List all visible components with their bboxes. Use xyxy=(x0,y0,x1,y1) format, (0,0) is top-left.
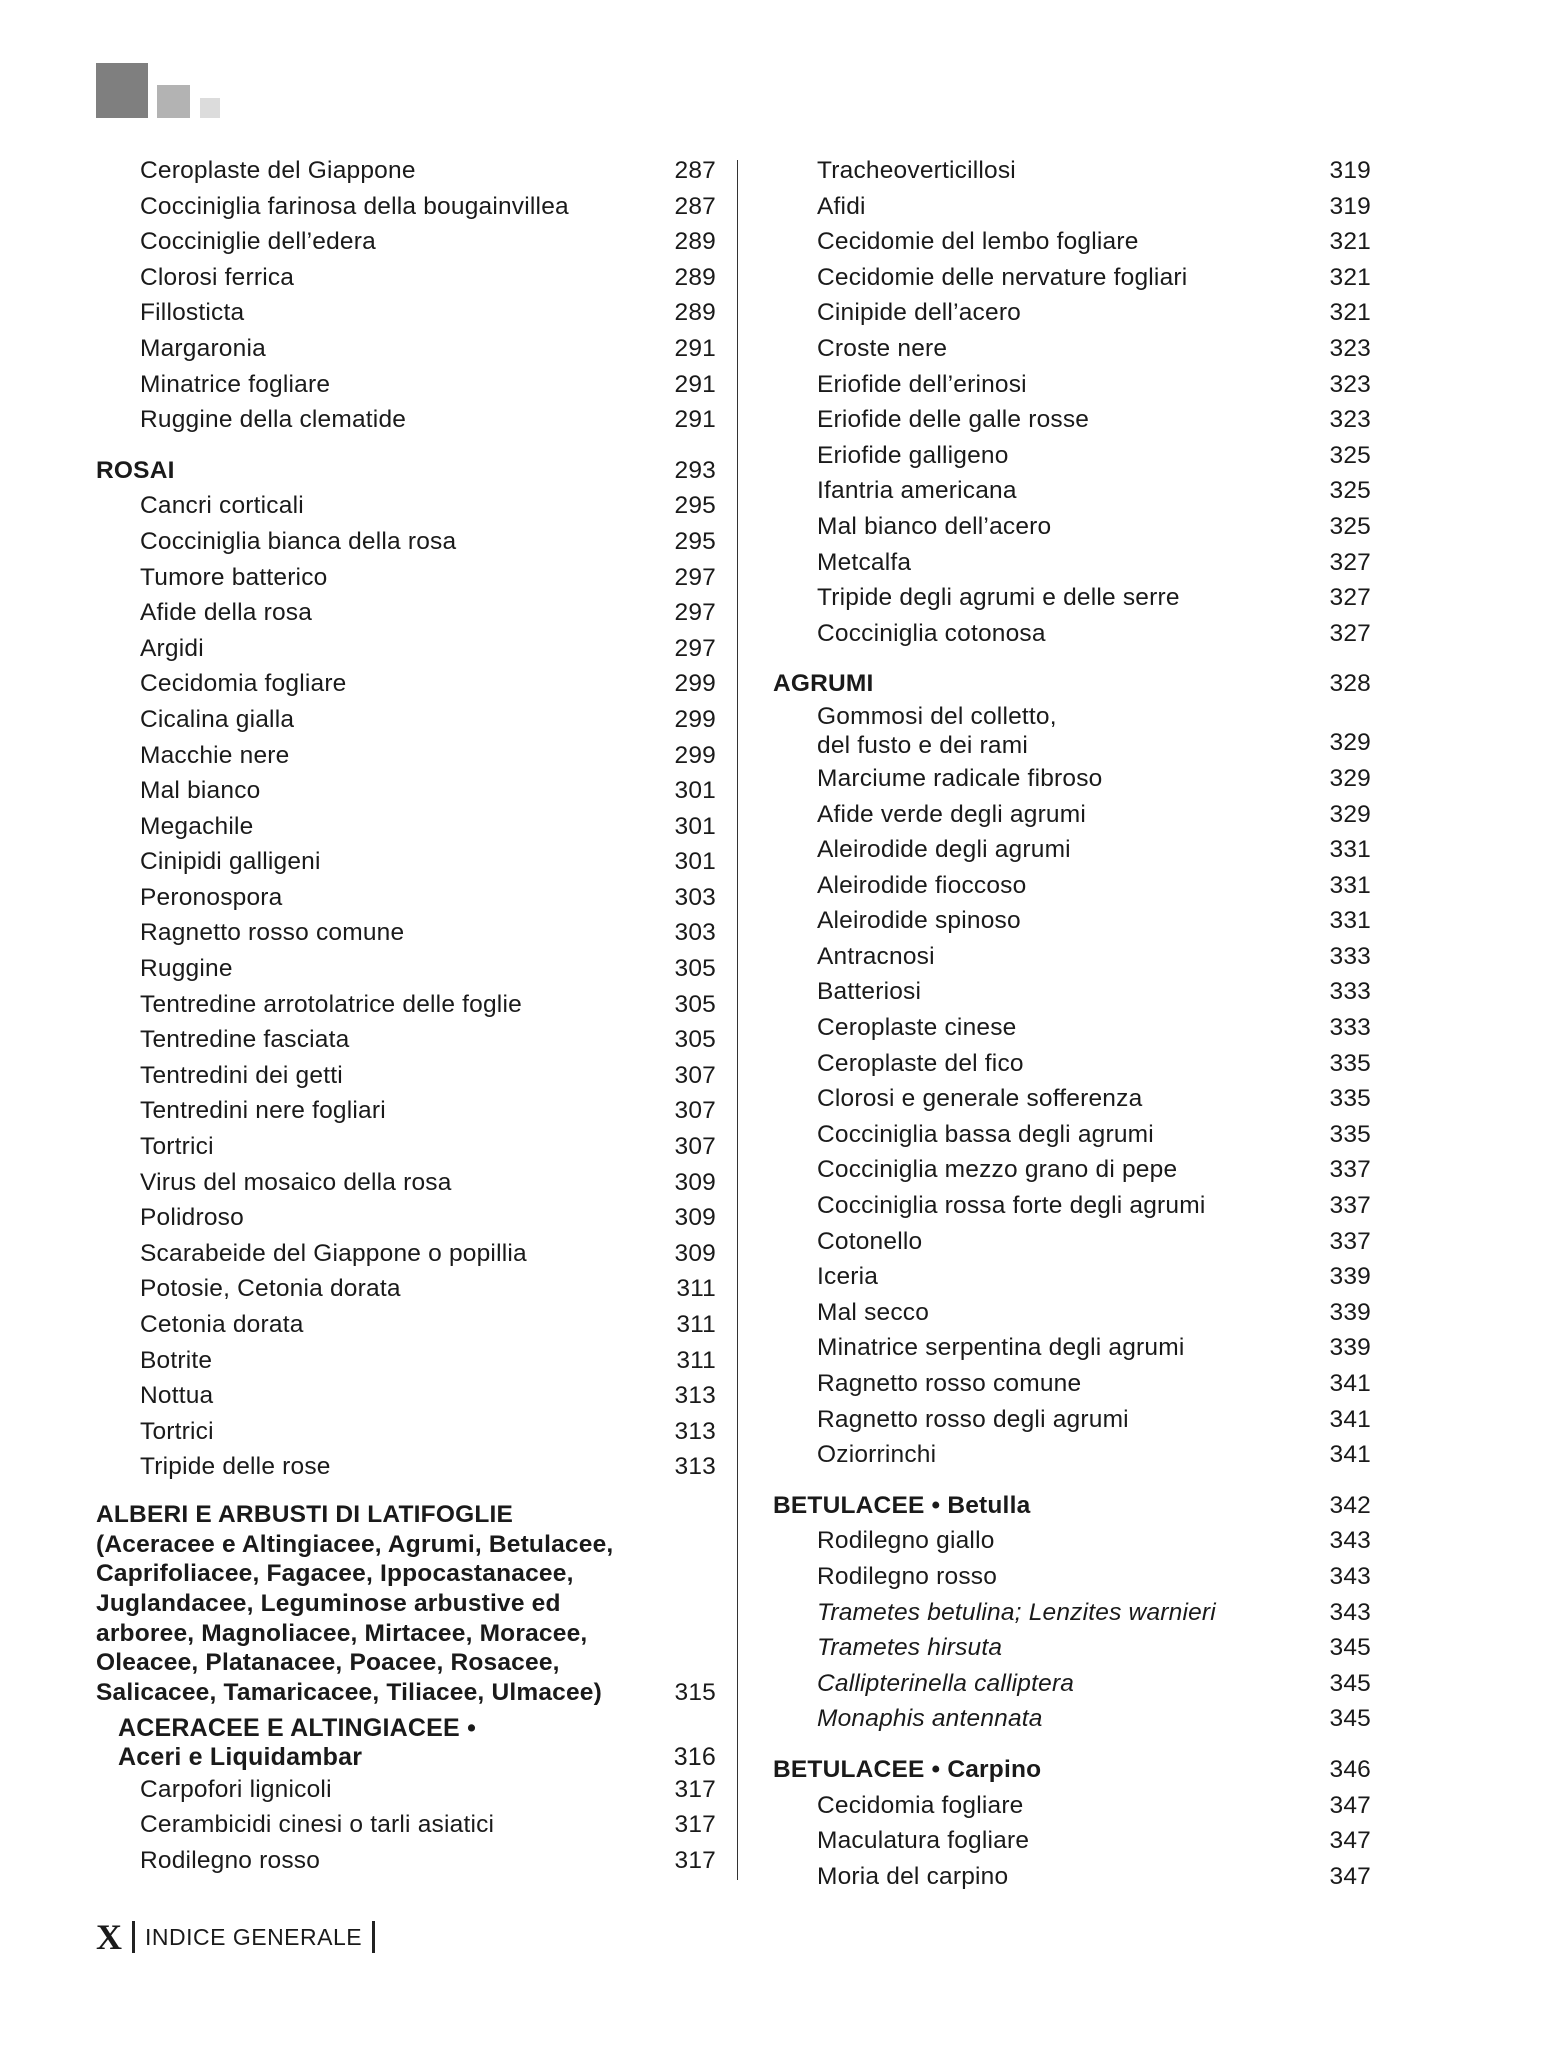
toc-entry-label: Botrite xyxy=(140,1346,213,1374)
toc-entry xyxy=(773,1488,1371,1524)
toc-entry-label: Cocciniglia bassa degli agrumi xyxy=(817,1120,1154,1148)
toc-entry-page: 297 xyxy=(674,634,716,662)
toc-entry-label: Antracnosi xyxy=(817,942,935,970)
toc-entry-label: Cicalina gialla xyxy=(140,705,295,733)
toc-entry-page: 339 xyxy=(1329,1263,1371,1291)
toc-entry-label: Cocciniglia farinosa della bougainvillea xyxy=(140,192,569,220)
toc-entry xyxy=(773,295,1371,331)
page-number: X xyxy=(96,1917,122,1957)
toc-entry xyxy=(773,260,1371,296)
toc-entry xyxy=(773,545,1371,581)
toc-entry-page: 341 xyxy=(1329,1370,1371,1397)
toc-entry-page: 299 xyxy=(674,670,716,698)
toc-entry-page: 293 xyxy=(674,456,716,484)
toc-entry-label: Ifantria americana xyxy=(817,477,1017,505)
toc-left-column xyxy=(96,153,716,1879)
toc-entry xyxy=(773,367,1371,403)
toc-entry xyxy=(96,773,716,809)
toc-entry-page: 291 xyxy=(674,370,716,398)
toc-entry-label: ALBERI E ARBUSTI DI LATIFOGLIE (Aceracee e Altingiacee, Agrumi, Betulacee, Caprifoliacee, Fagacee, Ippocastanacee, Juglandacee, Leguminose arbustive ed arboree, Magnoliacee, Mirtacee, Moracee, Oleacee, Platanacee, Poacee, Rosacee, Salicacee, Tamaricacee, Tiliacee, Ulmacee) xyxy=(96,1500,614,1707)
toc-entry xyxy=(773,1295,1371,1331)
toc-entry-page: 303 xyxy=(674,883,716,911)
toc-entry-label: Mal bianco dell’acero xyxy=(817,512,1052,540)
toc-entry xyxy=(96,1129,716,1165)
toc-entry-label: Cancri corticali xyxy=(140,492,304,520)
toc-entry-label: Tripide delle rose xyxy=(140,1453,331,1481)
toc-entry xyxy=(773,1595,1371,1631)
toc-entry-label: Fillosticta xyxy=(140,299,245,327)
toc-entry xyxy=(773,1823,1371,1859)
toc-entry-label: Rodilegno rosso xyxy=(817,1562,998,1590)
toc-entry-label: Maculatura fogliare xyxy=(817,1827,1030,1855)
toc-entry-page: 331 xyxy=(1329,836,1371,864)
toc-entry-page: 328 xyxy=(1329,670,1371,698)
toc-entry xyxy=(773,666,1371,702)
toc-entry-page: 317 xyxy=(674,1775,716,1803)
toc-entry-page: 301 xyxy=(674,777,716,805)
toc-entry-label: Rodilegno giallo xyxy=(817,1527,995,1555)
toc-entry-page: 313 xyxy=(674,1417,716,1445)
toc-entry xyxy=(96,189,716,225)
toc-entry-page: 343 xyxy=(1329,1562,1371,1590)
toc-entry xyxy=(773,1788,1371,1824)
toc-entry-label: Carpofori lignicoli xyxy=(140,1775,332,1803)
toc-entry xyxy=(773,1559,1371,1595)
toc-entry xyxy=(96,1714,716,1772)
toc-entry-page: 335 xyxy=(1329,1120,1371,1148)
toc-entry-page: 289 xyxy=(674,299,716,327)
toc-entry-label: Tentredine arrotolatrice delle foglie xyxy=(140,990,522,1018)
toc-entry-label: BETULACEE • Betulla xyxy=(773,1491,1031,1519)
toc-entry-label: Tortrici xyxy=(140,1133,214,1161)
toc-entry-page: 291 xyxy=(674,406,716,434)
column-divider xyxy=(737,160,738,1880)
toc-entry xyxy=(773,702,1371,761)
toc-entry xyxy=(96,1165,716,1201)
toc-entry-label: Cocciniglie dell’edera xyxy=(140,228,376,256)
toc-entry xyxy=(773,1666,1371,1702)
toc-entry-label: Argidi xyxy=(140,634,204,662)
toc-entry-label: Monaphis antennata xyxy=(817,1705,1043,1733)
toc-entry-label: Cecidomie delle nervature fogliari xyxy=(817,263,1188,291)
toc-entry-label: Rodilegno rosso xyxy=(140,1847,321,1875)
toc-entry-label: Minatrice fogliare xyxy=(140,370,331,398)
toc-entry xyxy=(96,915,716,951)
toc-entry-label: AGRUMI xyxy=(773,670,874,698)
toc-entry-label: Cetonia dorata xyxy=(140,1311,304,1338)
toc-entry-label: Cotonello xyxy=(817,1227,923,1255)
toc-entry-page: 309 xyxy=(674,1204,716,1232)
toc-entry-page: 307 xyxy=(674,1061,716,1089)
toc-entry-page: 299 xyxy=(674,705,716,733)
toc-entry-page: 321 xyxy=(1329,228,1371,256)
toc-entry-label: Ragnetto rosso comune xyxy=(817,1370,1082,1397)
toc-entry xyxy=(96,738,716,774)
toc-entry xyxy=(96,880,716,916)
toc-entry-page: 299 xyxy=(674,741,716,769)
toc-entry-page: 289 xyxy=(674,263,716,291)
toc-entry-label: Metcalfa xyxy=(817,548,912,576)
toc-entry-label: Minatrice serpentina degli agrumi xyxy=(817,1334,1185,1362)
toc-entry xyxy=(773,939,1371,975)
toc-entry xyxy=(96,260,716,296)
toc-entry xyxy=(96,1343,716,1379)
toc-entry xyxy=(96,1500,716,1708)
toc-entry-page: 347 xyxy=(1329,1862,1371,1890)
toc-entry xyxy=(773,1010,1371,1046)
toc-entry-page: 343 xyxy=(1329,1527,1371,1555)
toc-entry-page: 345 xyxy=(1329,1634,1371,1662)
toc-entry xyxy=(773,1081,1371,1117)
toc-entry xyxy=(773,224,1371,260)
toc-entry-page: 307 xyxy=(674,1133,716,1161)
toc-entry xyxy=(96,331,716,367)
toc-entry xyxy=(96,1236,716,1272)
toc-entry-page: 325 xyxy=(1329,477,1371,505)
toc-entry xyxy=(96,1772,716,1808)
toc-entry xyxy=(96,666,716,702)
toc-entry xyxy=(96,153,716,189)
toc-entry xyxy=(96,488,716,524)
toc-entry-page: 291 xyxy=(674,334,716,362)
toc-entry-label: Tortrici xyxy=(140,1417,214,1445)
toc-entry-label: Cecidomia fogliare xyxy=(140,670,347,698)
toc-entry-label: Gommosi del colletto, del fusto e dei rami xyxy=(817,702,1057,760)
toc-entry-page: 305 xyxy=(674,990,716,1018)
toc-entry-page: 301 xyxy=(674,812,716,840)
toc-entry-label: Tentredini nere fogliari xyxy=(140,1097,386,1125)
toc-entry-page: 327 xyxy=(1329,548,1371,576)
toc-entry-label: Tripide degli agrumi e delle serre xyxy=(817,584,1180,612)
toc-entry-page: 347 xyxy=(1329,1827,1371,1855)
footer-bar-left xyxy=(132,1921,135,1953)
toc-entry-label: BETULACEE • Carpino xyxy=(773,1755,1042,1783)
toc-entry xyxy=(96,809,716,845)
toc-entry-label: Eriofide delle galle rosse xyxy=(817,406,1090,434)
toc-entry xyxy=(96,1022,716,1058)
toc-entry-label: Eriofide galligeno xyxy=(817,441,1009,469)
toc-entry-page: 333 xyxy=(1329,1014,1371,1042)
toc-entry-page: 347 xyxy=(1329,1791,1371,1819)
toc-entry xyxy=(96,1200,716,1236)
toc-entry xyxy=(773,1859,1371,1895)
toc-entry-page: 343 xyxy=(1329,1598,1371,1626)
toc-entry xyxy=(96,1058,716,1094)
toc-entry xyxy=(96,367,716,403)
toc-entry xyxy=(96,951,716,987)
toc-entry-label: Eriofide dell’erinosi xyxy=(817,370,1027,398)
toc-entry-page: 303 xyxy=(674,919,716,947)
toc-entry-label: Clorosi ferrica xyxy=(140,263,295,291)
toc-entry-label: Potosie, Cetonia dorata xyxy=(140,1275,401,1303)
toc-entry-page: 313 xyxy=(674,1382,716,1410)
toc-entry xyxy=(773,402,1371,438)
toc-entry-page: 327 xyxy=(1329,584,1371,612)
toc-entry-page: 341 xyxy=(1329,1405,1371,1433)
toc-entry-page: 289 xyxy=(674,228,716,256)
toc-entry-label: Marciume radicale fibroso xyxy=(817,764,1103,792)
toc-entry xyxy=(96,1414,716,1450)
toc-entry-page: 325 xyxy=(1329,512,1371,540)
toc-entry-label: Oziorrinchi xyxy=(817,1441,937,1469)
toc-entry-label: Ragnetto rosso comune xyxy=(140,919,405,947)
toc-entry-label: Batteriosi xyxy=(817,978,922,1006)
toc-entry-label: Ruggine della clematide xyxy=(140,406,407,434)
toc-entry-label: Iceria xyxy=(817,1263,879,1291)
toc-entry-page: 339 xyxy=(1329,1334,1371,1362)
toc-entry-page: 323 xyxy=(1329,334,1371,362)
toc-entry xyxy=(773,1523,1371,1559)
toc-entry-page: 331 xyxy=(1329,871,1371,899)
toc-entry xyxy=(96,1449,716,1485)
toc-entry-page: 295 xyxy=(674,527,716,555)
toc-entry xyxy=(773,868,1371,904)
toc-entry-page: 323 xyxy=(1329,370,1371,398)
toc-entry-page: 321 xyxy=(1329,299,1371,327)
header-square-small xyxy=(200,98,220,118)
toc-entry-page: 315 xyxy=(674,1679,716,1707)
toc-entry-label: Aleirodide spinoso xyxy=(817,907,1021,935)
toc-entry-page: 333 xyxy=(1329,978,1371,1006)
toc-entry-label: Ceroplaste del Giappone xyxy=(140,157,416,184)
toc-entry xyxy=(773,832,1371,868)
toc-entry xyxy=(96,1843,716,1879)
toc-entry xyxy=(96,631,716,667)
toc-entry-label: Callipterinella calliptera xyxy=(817,1669,1075,1697)
toc-entry xyxy=(773,438,1371,474)
toc-entry-label: Cinipidi galligeni xyxy=(140,848,321,876)
toc-entry xyxy=(773,1152,1371,1188)
toc-entry xyxy=(773,189,1371,225)
toc-entry-page: 321 xyxy=(1329,263,1371,291)
toc-entry xyxy=(96,295,716,331)
toc-entry-label: Ceroplaste cinese xyxy=(817,1014,1017,1042)
toc-entry xyxy=(773,1402,1371,1438)
toc-entry-page: 313 xyxy=(674,1453,716,1481)
toc-entry xyxy=(96,987,716,1023)
toc-entry-page: 329 xyxy=(1329,764,1371,792)
toc-entry-page: 325 xyxy=(1329,441,1371,469)
toc-entry-page: 319 xyxy=(1329,192,1371,220)
toc-entry xyxy=(773,1259,1371,1295)
toc-entry xyxy=(773,616,1371,652)
toc-entry xyxy=(773,331,1371,367)
toc-entry-label: Afidi xyxy=(817,192,866,220)
toc-entry xyxy=(773,1366,1371,1402)
toc-entry xyxy=(773,974,1371,1010)
toc-entry-label: Afide verde degli agrumi xyxy=(817,800,1087,828)
toc-entry-label: Nottua xyxy=(140,1382,214,1410)
toc-entry-page: 339 xyxy=(1329,1298,1371,1326)
toc-entry-label: Margaronia xyxy=(140,334,266,362)
toc-entry xyxy=(773,1437,1371,1473)
toc-entry-page: 333 xyxy=(1329,942,1371,970)
toc-entry xyxy=(773,797,1371,833)
toc-entry-label: Croste nere xyxy=(817,334,948,362)
toc-entry-label: Cocciniglia bianca della rosa xyxy=(140,527,457,555)
toc-entry-page: 309 xyxy=(674,1168,716,1196)
toc-entry-page: 345 xyxy=(1329,1669,1371,1697)
toc-entry xyxy=(96,1378,716,1414)
toc-entry xyxy=(96,560,716,596)
toc-entry xyxy=(773,509,1371,545)
toc-entry-page: 323 xyxy=(1329,406,1371,434)
toc-entry xyxy=(96,402,716,438)
toc-entry-page: 346 xyxy=(1329,1755,1371,1783)
toc-entry-page: 317 xyxy=(674,1847,716,1875)
toc-entry-label: Polidroso xyxy=(140,1204,244,1232)
toc-entry-page: 319 xyxy=(1329,157,1371,184)
toc-entry-label: Cinipide dell’acero xyxy=(817,299,1021,327)
toc-entry-label: Scarabeide del Giappone o popillia xyxy=(140,1239,527,1267)
toc-entry-label: Aleirodide degli agrumi xyxy=(817,836,1071,864)
toc-entry-page: 305 xyxy=(674,955,716,983)
toc-entry-page: 295 xyxy=(674,492,716,520)
header-square-medium xyxy=(157,85,190,118)
toc-entry xyxy=(773,1330,1371,1366)
toc-entry xyxy=(773,1701,1371,1737)
toc-entry xyxy=(96,1807,716,1843)
toc-entry-label: ROSAI xyxy=(96,456,175,484)
toc-entry-page: 287 xyxy=(674,192,716,220)
toc-entry xyxy=(96,1307,716,1343)
toc-entry-label: Afide della rosa xyxy=(140,599,313,627)
footer-section-title: INDICE GENERALE xyxy=(145,1923,363,1950)
toc-entry xyxy=(773,1224,1371,1260)
toc-entry-page: 342 xyxy=(1329,1491,1371,1519)
footer-bar-right xyxy=(372,1921,375,1953)
toc-entry-page: 311 xyxy=(676,1346,716,1374)
toc-entry xyxy=(96,702,716,738)
toc-entry xyxy=(773,903,1371,939)
toc-entry-page: 329 xyxy=(1329,800,1371,828)
toc-entry-page: 311 xyxy=(676,1275,716,1303)
toc-entry-page: 337 xyxy=(1329,1156,1371,1184)
toc-entry-page: 331 xyxy=(1329,907,1371,935)
toc-entry-label: Tentredine fasciata xyxy=(140,1026,350,1054)
toc-entry-label: Megachile xyxy=(140,812,254,840)
toc-entry xyxy=(773,1630,1371,1666)
header-square-large xyxy=(96,63,148,118)
toc-entry-page: 287 xyxy=(674,157,716,184)
toc-entry-label: Peronospora xyxy=(140,883,283,911)
toc-entry xyxy=(96,1271,716,1307)
toc-entry-label: Moria del carpino xyxy=(817,1862,1009,1890)
toc-entry-label: Cerambicidi cinesi o tarli asiatici xyxy=(140,1811,495,1839)
toc-entry-label: Cecidomia fogliare xyxy=(817,1791,1024,1819)
toc-entry-page: 297 xyxy=(674,599,716,627)
toc-entry xyxy=(96,453,716,489)
toc-entry-label: Mal secco xyxy=(817,1298,930,1326)
toc-entry xyxy=(96,844,716,880)
toc-entry-label: Cecidomie del lembo fogliare xyxy=(817,228,1139,256)
toc-entry-page: 337 xyxy=(1329,1192,1371,1220)
toc-entry-label: Tentredini dei getti xyxy=(140,1061,343,1089)
toc-entry xyxy=(773,761,1371,797)
toc-right-column xyxy=(773,153,1371,1894)
toc-entry-label: Tumore batterico xyxy=(140,563,328,591)
toc-entry xyxy=(773,1046,1371,1082)
toc-entry xyxy=(773,580,1371,616)
toc-entry-label: Trametes hirsuta xyxy=(817,1634,1003,1662)
toc-entry xyxy=(96,1093,716,1129)
toc-entry-page: 307 xyxy=(674,1097,716,1125)
toc-entry-label: Clorosi e generale sofferenza xyxy=(817,1085,1143,1113)
toc-entry xyxy=(773,153,1371,189)
toc-entry-label: Ceroplaste del fico xyxy=(817,1049,1024,1077)
toc-entry-label: Cocciniglia rossa forte degli agrumi xyxy=(817,1192,1206,1220)
toc-entry xyxy=(773,1188,1371,1224)
page-footer xyxy=(96,1917,375,1957)
toc-entry-page: 341 xyxy=(1329,1441,1371,1469)
toc-entry-page: 335 xyxy=(1329,1049,1371,1077)
toc-entry-label: Aleirodide fioccoso xyxy=(817,871,1027,899)
toc-entry-label: Trametes betulina; Lenzites warnieri xyxy=(817,1598,1216,1626)
toc-entry-page: 297 xyxy=(674,563,716,591)
toc-entry-page: 305 xyxy=(674,1026,716,1054)
toc-entry xyxy=(96,224,716,260)
toc-entry-label: Virus del mosaico della rosa xyxy=(140,1168,452,1196)
toc-entry-page: 301 xyxy=(674,848,716,876)
toc-entry-page: 327 xyxy=(1329,619,1371,647)
toc-entry-page: 309 xyxy=(674,1239,716,1267)
toc-entry-label: Ruggine xyxy=(140,955,233,983)
toc-entry-label: Ragnetto rosso degli agrumi xyxy=(817,1405,1129,1433)
toc-entry-label: Cocciniglia cotonosa xyxy=(817,619,1046,647)
toc-entry-label: Cocciniglia mezzo grano di pepe xyxy=(817,1156,1178,1184)
toc-entry-page: 311 xyxy=(676,1311,716,1338)
toc-entry xyxy=(773,1117,1371,1153)
toc-entry xyxy=(773,1752,1371,1788)
toc-entry-label: Tracheoverticillosi xyxy=(817,157,1016,184)
toc-entry xyxy=(773,473,1371,509)
toc-entry-page: 316 xyxy=(673,1742,716,1771)
toc-entry-page: 329 xyxy=(1329,729,1371,757)
toc-entry xyxy=(96,595,716,631)
toc-entry-page: 337 xyxy=(1329,1227,1371,1255)
toc-entry xyxy=(96,524,716,560)
toc-entry-page: 317 xyxy=(674,1811,716,1839)
toc-entry-page: 335 xyxy=(1329,1085,1371,1113)
toc-entry-label: Macchie nere xyxy=(140,741,290,769)
toc-entry-label: ACERACEE E ALTINGIACEE • Aceri e Liquidambar xyxy=(118,1713,477,1771)
toc-entry-page: 345 xyxy=(1329,1705,1371,1733)
toc-entry-label: Mal bianco xyxy=(140,777,261,805)
